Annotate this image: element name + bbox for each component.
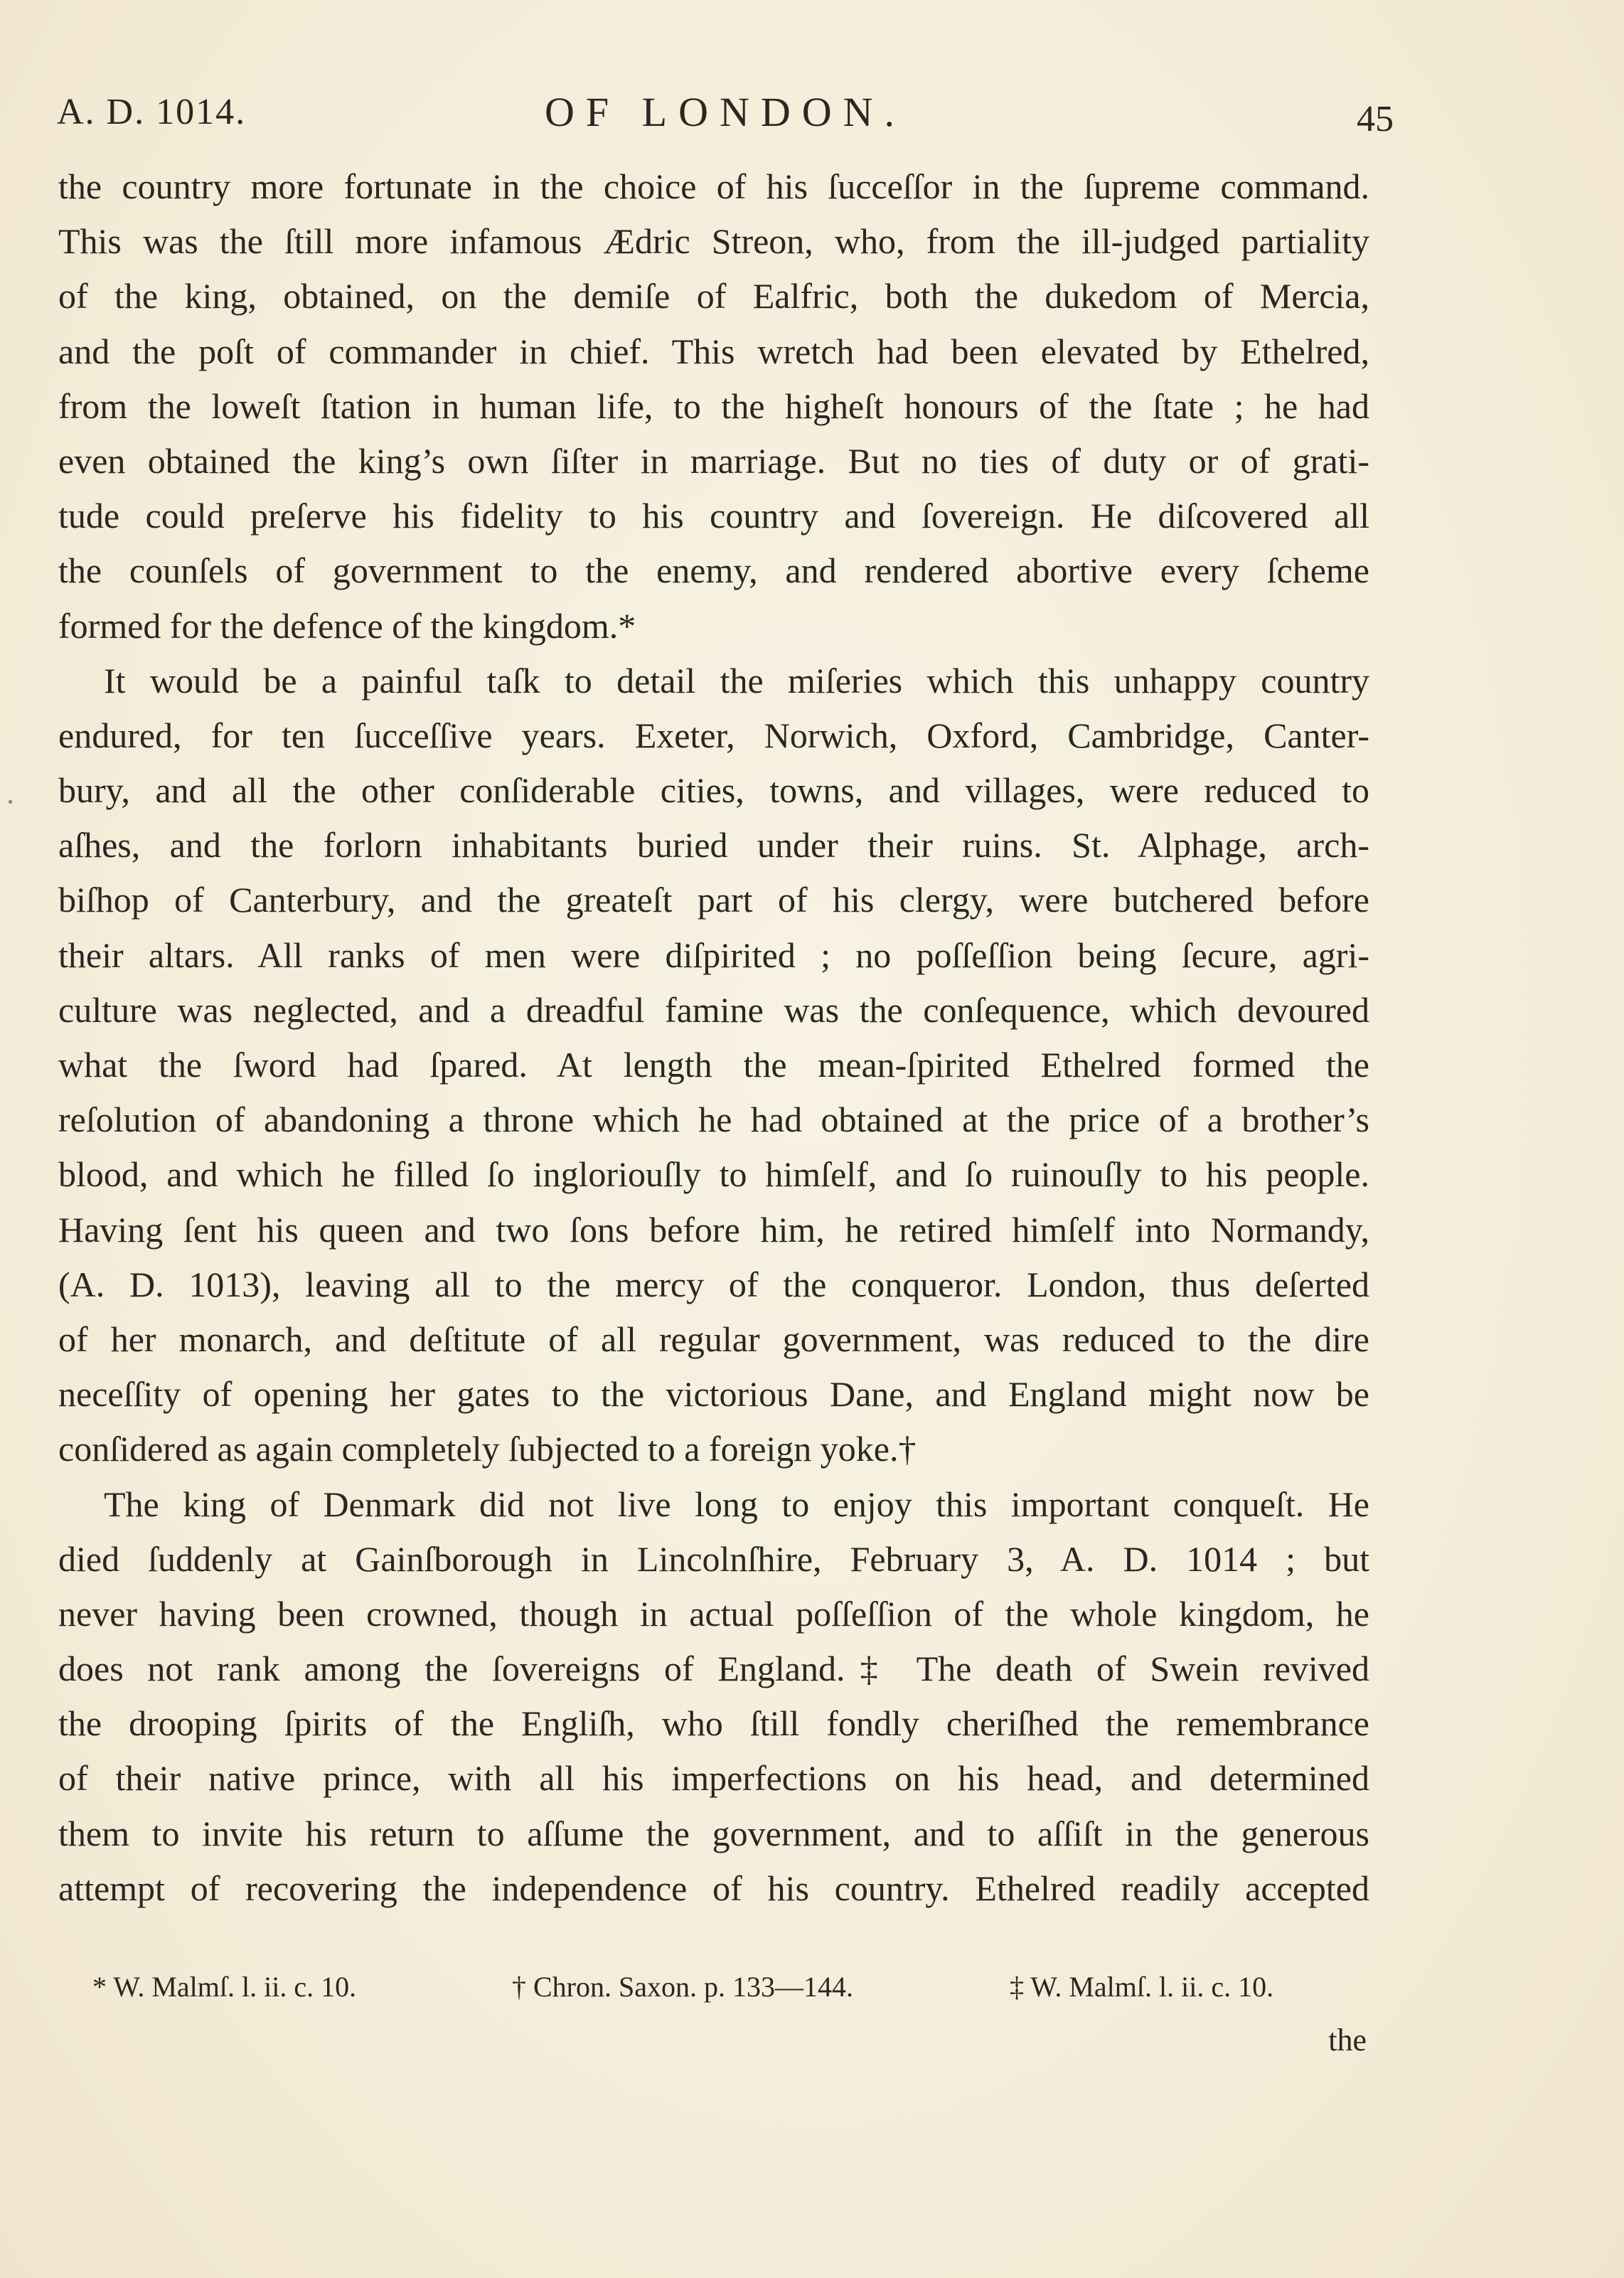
text-line: Having ſent his queen and two ſons before him, he retired himſelf into Normandy, <box>58 1209 1369 1250</box>
text-line: It would be a painful taſk to detail the miſeries which this unhappy country <box>104 660 1369 701</box>
text-line: This was the ſtill more infamous Ædric Streon, who, from the ill-judged partiality <box>58 221 1369 262</box>
text-line: of her monarch, and deſtitute of all regular government, was reduced to the dire <box>58 1319 1369 1359</box>
text-line: the counſels of government to the enemy, and rendered abortive every ſcheme <box>58 550 1369 591</box>
footnote-1: * W. Malmſ. l. ii. c. 10. <box>92 1971 357 2003</box>
text-line: blood, and which he filled ſo ingloriouſly to himſelf, and ſo ruinouſly to his people. <box>58 1154 1369 1195</box>
text-line: culture was neglected, and a dreadful famine was the conſequence, which devoured <box>58 989 1369 1030</box>
page-number: 45 <box>1357 99 1394 139</box>
text-line: neceſſity of opening her gates to the victorious Dane, and England might now be <box>58 1374 1369 1415</box>
paper-speck <box>9 800 12 804</box>
text-line: biſhop of Canterbury, and the greateſt part of his clergy, were butchered before <box>58 880 1369 920</box>
text-line: their altars. All ranks of men were diſpirited ; no poſſeſſion being ſecure, agri- <box>58 935 1369 975</box>
text-line: the country more fortunate in the choice of his ſucceſſor in the ſupreme command. <box>58 166 1369 206</box>
catchword: the <box>1328 2023 1367 2058</box>
text-line: died ſuddenly at Gainſborough in Lincolnſhire, February 3, A. D. 1014 ; but <box>58 1538 1369 1579</box>
header-year: A. D. 1014. <box>57 92 247 132</box>
text-line: reſolution of abandoning a throne which he had obtained at the price of a brother’s <box>58 1100 1369 1140</box>
text-line: aſhes, and the forlorn inhabitants buried under their ruins. St. Alphage, arch- <box>58 825 1369 866</box>
footnote-2: † Chron. Saxon. p. 133—144. <box>512 1971 853 2003</box>
text-line: does not rank among the ſovereigns of England.‡ The death of Swein revived <box>58 1649 1369 1689</box>
footnote-3: ‡ W. Malmſ. l. ii. c. 10. <box>1010 1971 1274 2003</box>
text-line: conſidered as again completely ſubjected to a foreign yoke.† <box>58 1429 917 1469</box>
header-title: OF LONDON. <box>545 89 906 135</box>
text-line: attempt of recovering the independence of his country. Ethelred readily accepted <box>58 1868 1369 1908</box>
text-line: what the ſword had ſpared. At length the mean-ſpirited Ethelred formed the <box>58 1045 1369 1085</box>
text-line: The king of Denmark did not live long to enjoy this important conqueſt. He <box>104 1484 1369 1524</box>
text-line: of their native prince, with all his imperfections on his head, and determined <box>58 1758 1369 1799</box>
text-line: and the poſt of commander in chief. This wretch had been elevated by Ethelred, <box>58 331 1369 371</box>
running-header <box>57 91 1394 148</box>
text-line: tude could preſerve his fidelity to his country and ſovereign. He diſcovered all <box>58 496 1369 536</box>
text-line: the drooping ſpirits of the Engliſh, who ſtill fondly cheriſhed the remembrance <box>58 1703 1369 1744</box>
text-line: bury, and all the other conſiderable cities, towns, and villages, were reduced to <box>58 770 1369 811</box>
text-line: formed for the defence of the kingdom.* <box>58 605 636 646</box>
footnotes <box>92 1970 1365 2013</box>
text-line: them to invite his return to aſſume the government, and to aſſiſt in the generous <box>58 1813 1369 1853</box>
body-text <box>58 159 1369 1916</box>
text-line: never having been crowned, though in actual poſſeſſion of the whole kingdom, he <box>58 1593 1369 1634</box>
text-line: of the king, obtained, on the demiſe of Ealfric, both the dukedom of Mercia, <box>58 276 1369 316</box>
text-line: (A. D. 1013), leaving all to the mercy of the conqueror. London, thus deſerted <box>58 1264 1369 1304</box>
text-line: from the loweſt ſtation in human life, to the higheſt honours of the ſtate ; he had <box>58 385 1369 426</box>
text-line: even obtained the king’s own ſiſter in marriage. But no ties of duty or of grati- <box>58 440 1369 481</box>
text-line: endured, for ten ſucceſſive years. Exeter, Norwich, Oxford, Cambridge, Canter- <box>58 715 1369 755</box>
